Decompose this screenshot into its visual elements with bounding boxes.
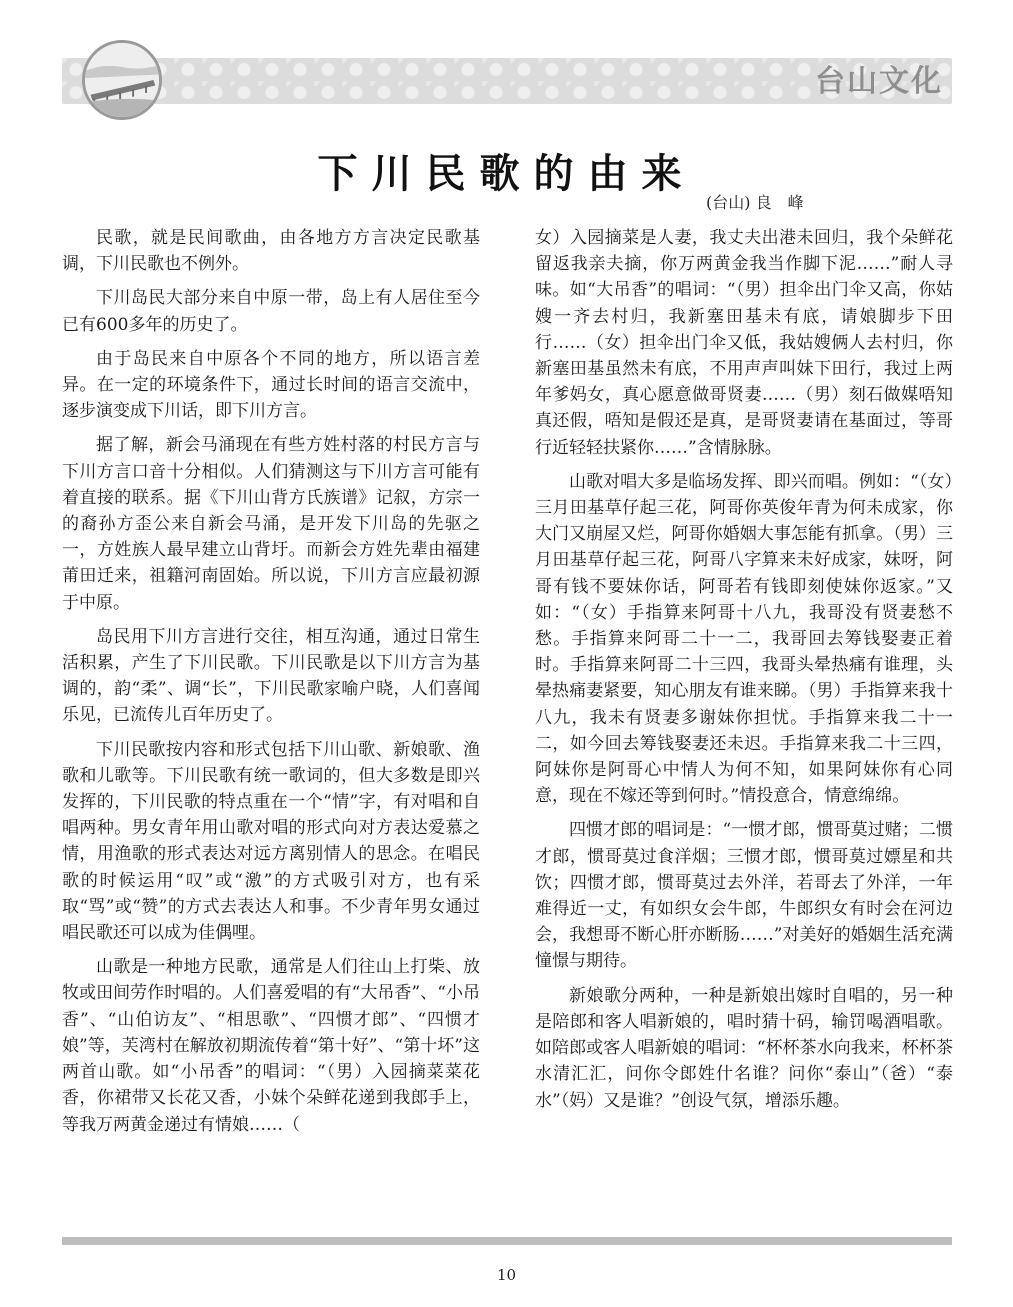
right-column (535, 225, 953, 1122)
paragraph: 据了解，新会马涌现在有些方姓村落的村民方言与下川方言口音十分相似。人们猜测这与下川方言可能有着直接的联系。据《下川山背方氏族谱》记叙，方宗一的裔孙方歪公来自新会马涌，是开发下川岛的先驱之一，方姓族人最早建立山背圩。而新会方姓先辈由福建莆田迁来，祖籍河南固始。所以说，下川方言应最初源于中原。 (62, 435, 480, 613)
paragraph: 下川民歌按内容和形式包括下川山歌、新娘歌、渔歌和儿歌等。下川民歌有统一歌词的，但大多数是即兴发挥的，下川民歌的特点重在一个“情”字，有对唱和自唱两种。男女青年用山歌对唱的形式向对方表达爱慕之情，用渔歌的形式表达对远方离别情人的思念。在唱民歌的时候运用“叹”或“激”的方式吸引对方，也有采取“骂”或“赞”的方式去表达人和事。不少青年男女通过唱民歌还可以成为佳偶哩。 (62, 739, 480, 944)
article-byline: (台山) 良 峰 (706, 193, 804, 212)
paragraph: 下川岛民大部分来自中原一带，岛上有人居住至今已有600多年的历史了。 (62, 288, 480, 335)
article-title: 下川民歌的由来 (317, 151, 696, 197)
paragraph: 民歌，就是民间歌曲，由各地方方言决定民歌基调，下川民歌也不例外。 (62, 228, 480, 275)
paragraph: 四惯才郎的唱词是：“一惯才郎，惯哥莫过赌；二惯才郎，惯哥莫过食洋烟；三惯才郎，惯哥莫过嫖星和共饮；四惯才郎，惯哥莫过去外洋，若哥去了外洋，一年难得近一丈，有如织女会牛郎，牛郎织女有时会在河边会，我想哥不断心肝亦断肠……”对美好的婚姻生活充满憧憬与期待。 (535, 820, 953, 972)
paragraph: 由于岛民来自中原各个不同的地方，所以语言差异。在一定的环境条件下，通过长时间的语言交流中，逐步演变成下川话，即下川方言。 (62, 348, 480, 422)
paragraph: 新娘歌分两种，一种是新娘出嫁时自唱的，另一种是陪郎和客人唱新娘的，唱时猜十码，输罚喝酒唱歌。如陪郎或客人唱新娘的唱词：“杯杯茶水向我来，杯杯茶水清汇汇，问你令郎姓什名谁？问你“泰山”（爸）“泰水”（妈）又是谁？”创设气氛，增添乐趣。 (535, 985, 953, 1111)
paragraph: 山歌是一种地方民歌，通常是人们往山上打柴、放牧或田间劳作时唱的。人们喜爱唱的有“大吊香”、“小吊香”、“山伯访友”、“相思歌”、“四惯才郎”、“四惯才娘”等，芙湾村在解放初期流传着“第十好”、“第十坏”这两首山歌。如“小吊香”的唱词：“（男）入园摘菜菜花香，你裙带又长花又香，小妹个朵鲜花递到我郎手上，等我万两黄金递过有情娘……（ (62, 957, 480, 1135)
section-label: 台山文化 (815, 64, 943, 99)
paragraph: 山歌对唱大多是临场发挥、即兴而唱。例如：“（女）三月田基草仔起三花，阿哥你英俊年青为何未成家，你大门又崩屋又烂，阿哥你婚姻大事怎能有抓拿。（男）三月田基草仔起三花，阿哥八字算来未好成家，妹呀，阿哥有钱不要妹你话，阿哥若有钱即刻使妹你返家。”又如：“（女）手指算来阿哥十八九，我哥没有贤妻愁不愁。手指算来阿哥二十一二，我哥回去筹钱娶妻正着时。手指算来阿哥二十三四，我哥头晕热痛有谁理，头晕热痛妻紧要，知心朋友有谁来睇。（男）手指算来我十八九，我未有贤妻多谢妹你担忧。手指算来我二十一二，如今回去筹钱娶妻还未迟。手指算来我二十三四，阿妹你是阿哥心中情人为何不知，如果阿妹你有心同意，现在不嫁还等到何时。”情投意合，情意绵绵。 (535, 471, 953, 807)
left-column (62, 225, 480, 1146)
page-number: 10 (496, 1266, 517, 1284)
paragraph-continued: 女）入园摘菜是人妻，我丈夫出港未回归，我个朵鲜花留返我亲夫摘，你万两黄金我当作脚下泥……”耐人寻味。如“大吊香”的唱词：“（男）担伞出门伞又高，你姑嫂一齐去村归，我新塞田基未有底，请娘脚步下田行……（女）担伞出门伞又低，我姑嫂俩人去村归，你新塞田基虽然未有底，不用声声叫妹下田行，我过上两年爹妈女，真心愿意做哥贤妻……（男）刻石做媒唔知真还假，唔知是假还是真，是哥贤妻请在基面过，等哥行近轻轻扶紧你……”含情脉脉。 (535, 228, 953, 458)
bridge-emblem-icon (82, 40, 162, 120)
paragraph: 岛民用下川方言进行交往，相互沟通，通过日常生活积累，产生了下川民歌。下川民歌是以下川方言为基调的，韵“柔”、调“长”，下川民歌家喻户晓，人们喜闻乐见，已流传儿百年历史了。 (62, 626, 480, 726)
bridge-emblem-graphic (85, 43, 159, 117)
footer-rule (62, 1237, 952, 1245)
